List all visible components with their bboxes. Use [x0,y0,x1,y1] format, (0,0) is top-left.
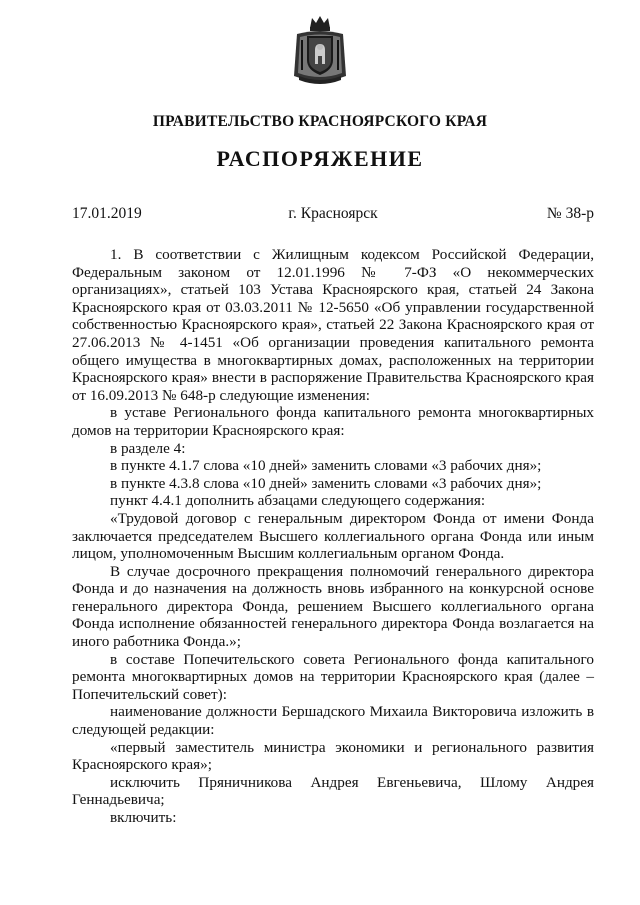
paragraph: «первый заместитель министра экономики и регионального развития Красноярского края»; [72,738,594,774]
document-number: № 38-р [546,205,594,222]
paragraph: 1. В соответствии с Жилищным кодексом Российской Федерации, Федеральным законом от 12.01.1996 № 7-ФЗ «О некоммерческих организациях», статьей 103 Устава Красноярского края, статьей 24 Закона Красноярского края от 03.03.2011 № 12-5650 «Об управлении государственной собственностью Красноярского края», статьей 22 Закона Красноярского края от 27.06.2013 № 4-1451 «Об организации проведения капитального ремонта общего имущества в многоквартирных домах, расположенных на территории Красноярского края» внести в распоряжение Правительства Красноярского края от 16.09.2013 № 648-р следующие изменения: [72,246,594,404]
document-body [72,246,594,827]
document-meta [72,205,594,225]
document-type-title: РАСПОРЯЖЕНИЕ [216,146,424,171]
paragraph: пункт 4.4.1 дополнить абзацами следующего содержания: [110,492,486,510]
paragraph: в составе Попечительского совета Регионального фонда капитального ремонта многоквартирных домов на территории Красноярского края (далее – Попечительский совет): [72,650,594,703]
paragraph: наименование должности Бершадского Михаила Викторовича изложить в следующей редакции: [72,703,594,739]
coat-of-arms-emblem [291,14,349,86]
document-city: г. Красноярск [288,205,378,222]
paragraph: в пункте 4.3.8 слова «10 дней» заменить словами «3 рабочих дня»; [110,474,542,492]
paragraph: в разделе 4: [110,439,186,457]
paragraph: в пункте 4.1.7 слова «10 дней» заменить словами «3 рабочих дня»; [110,457,542,475]
paragraph: включить: [110,809,177,826]
government-title: ПРАВИТЕЛЬСТВО КРАСНОЯРСКОГО КРАЯ [152,113,488,130]
paragraph: В случае досрочного прекращения полномочий генерального директора Фонда и до назначения на должность вновь избранного на конкурсной основе генерального директора Фонда, решением Высшего коллегиального органа Фонда исполнение обязанностей генерального директора Фонда возлагается на иного работника Фонда.»; [72,562,594,651]
document-date: 17.01.2019 [72,205,142,222]
coat-of-arms-icon [291,14,349,86]
paragraph: в уставе Регионального фонда капитального ремонта многоквартирных домов на территории Красноярского края: [72,404,594,439]
paragraph: «Трудовой договор с генеральным директором Фонда от имени Фонда заключается председателем Высшего коллегиального органа Фонда или иным лицом, уполномоченным Высшим коллегиальным органом Фонда. [72,509,594,563]
paragraph: исключить Пряничникова Андрея Евгеньевича, Шлому Андрея Геннадьевича; [72,773,594,809]
